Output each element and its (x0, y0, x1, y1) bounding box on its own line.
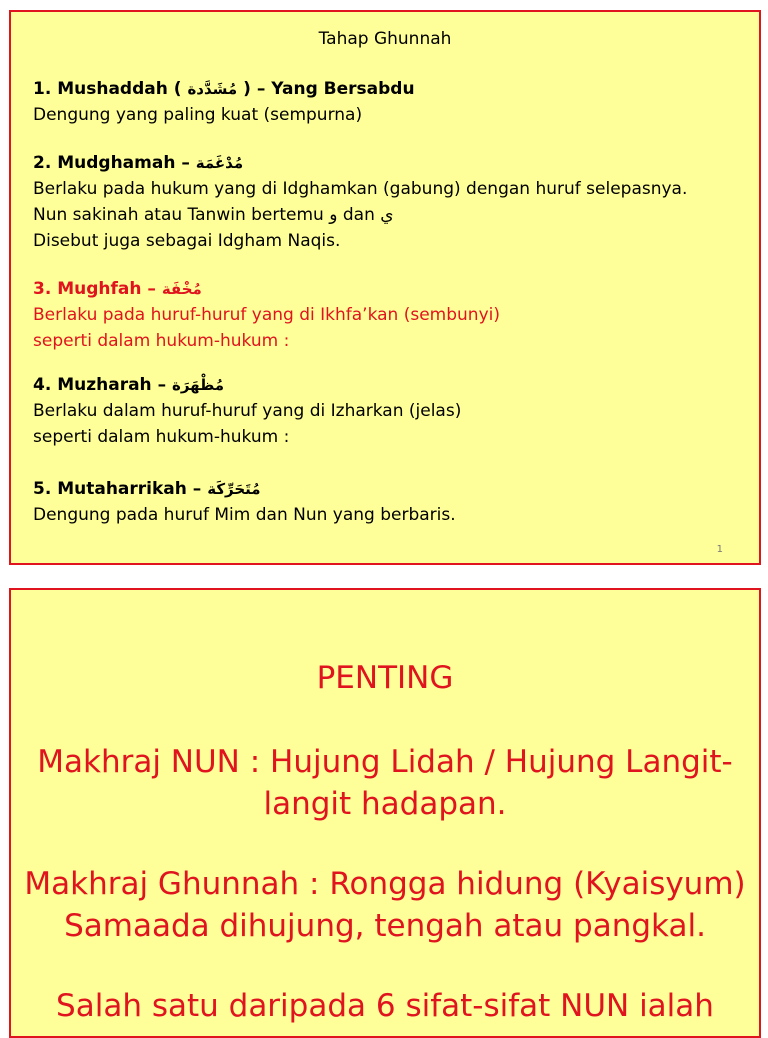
makhraj-nun-line: Makhraj NUN : Hujung Lidah / Hujung Langit- (37, 744, 733, 780)
item-line: seperti dalam hukum-hukum : (33, 427, 290, 447)
item-line: Dengung yang paling kuat (sempurna) (33, 105, 363, 125)
arabic-term: مُظْهَرَة (172, 376, 224, 394)
item-line: Dengung pada huruf Mim dan Nun yang berbaris. (33, 505, 456, 525)
item-line: Berlaku dalam huruf-huruf yang di Izharkan (jelas) (33, 401, 462, 421)
slide-penting (9, 588, 761, 1038)
slide-title: PENTING (316, 660, 454, 696)
arabic-term: مُدْغَمَة (195, 154, 244, 172)
item-heading: 4. Muzharah – مُظْهَرَة (33, 375, 224, 395)
slide-title: Tahap Ghunnah (318, 29, 452, 49)
arabic-term: مُخْفَة (161, 280, 202, 298)
item-heading: 1. Mushaddah ( مُشَدَّدة ) – Yang Bersabdu (33, 79, 415, 99)
item-muzharah (33, 372, 461, 450)
makhraj-ghunnah-line: Makhraj Ghunnah : Rongga hidung (Kyaisyum) (24, 866, 746, 902)
arabic-term: مُتَحَرِّكَة (207, 480, 261, 498)
item-line: Nun sakinah atau Tanwin bertemu و dan ي (33, 205, 394, 225)
page-number: 1 (716, 544, 723, 555)
slide-tahap-ghunnah (9, 10, 761, 565)
item-mutaharrikah (33, 476, 456, 528)
arabic-term: مُشَدَّدة (187, 80, 238, 98)
item-line: Berlaku pada huruf-huruf yang di Ikhfa’kan (sembunyi) (33, 305, 500, 325)
item-line: Berlaku pada hukum yang di Idghamkan (gabung) dengan huruf selepasnya. (33, 179, 688, 199)
makhraj-nun-line: langit hadapan. (263, 786, 507, 822)
item-heading: 2. Mudghamah – مُدْغَمَة (33, 153, 244, 173)
item-mudghamah (33, 150, 687, 254)
item-line: Disebut juga sebagai Idgham Naqis. (33, 231, 341, 251)
item-mughfah (33, 276, 500, 354)
item-heading: 5. Mutaharrikah – مُتَحَرِّكَة (33, 479, 261, 499)
item-mushaddah (33, 76, 415, 128)
makhraj-ghunnah-line: Samaada dihujung, tengah atau pangkal. (64, 908, 706, 944)
item-line: seperti dalam hukum-hukum : (33, 331, 290, 351)
item-heading: 3. Mughfah – مُخْفَة (33, 279, 202, 299)
sifat-nun-line: Salah satu daripada 6 sifat-sifat NUN ialah (56, 988, 714, 1024)
